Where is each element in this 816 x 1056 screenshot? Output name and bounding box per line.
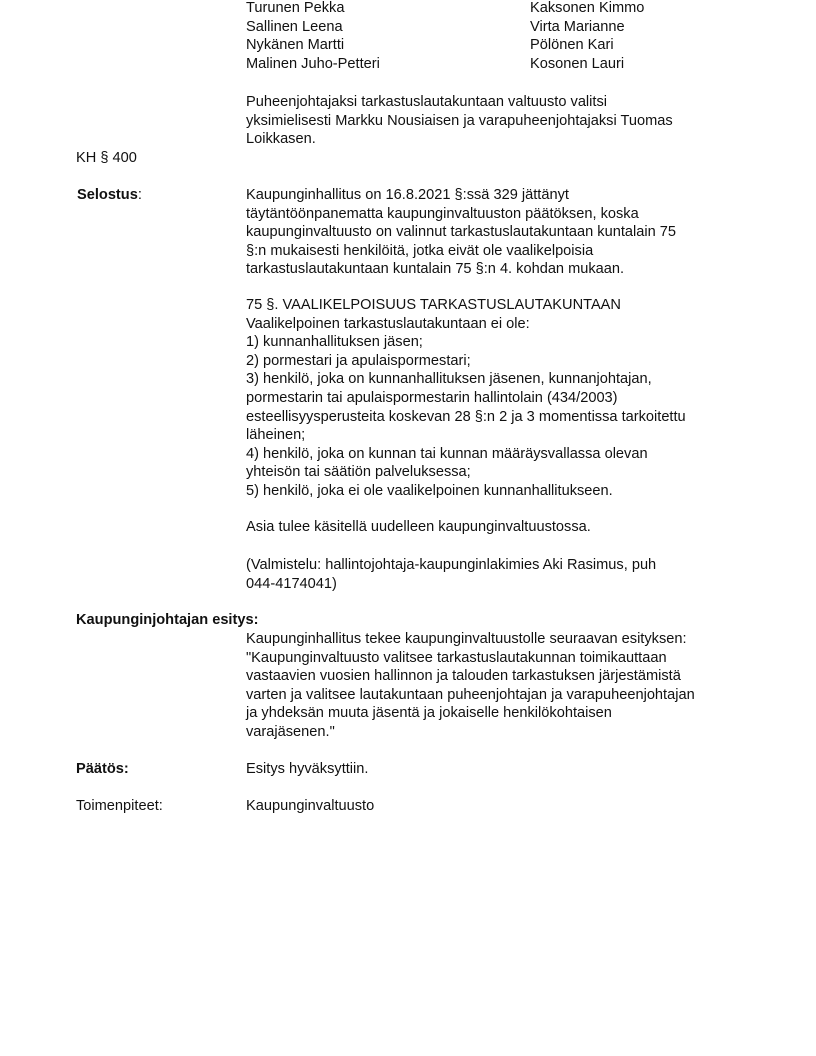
- preparer-note: (Valmistelu: hallintojohtaja-kaupunginlakimies Aki Rasimus, puh 044-4174041): [246, 557, 657, 592]
- chair-paragraph: Puheenjohtajaksi tarkastuslautakuntaan valtuusto valitsi yksimielisesti Markku Nousiaisen ja varapuheenjohtajaksi Tuomas Loikkasen.: [246, 94, 673, 148]
- member-name: Pölönen Kari: [530, 37, 614, 54]
- member-name: Malinen Juho-Petteri: [246, 55, 380, 72]
- paatos-label: Päätös:: [76, 761, 129, 777]
- member-name: Kaksonen Kimmo: [530, 0, 645, 16]
- member-name: Nykänen Martti: [246, 37, 345, 54]
- esitys-label: Kaupunginjohtajan esitys:: [76, 612, 259, 628]
- paatos-text: Esitys hyväksyttiin.: [246, 761, 369, 777]
- member-name: Sallinen Leena: [246, 18, 343, 35]
- kh-section-ref: KH § 400: [76, 150, 137, 166]
- toimenpiteet-text: Kaupunginvaltuusto: [246, 798, 375, 814]
- toimenpiteet-label: Toimenpiteet:: [76, 798, 163, 814]
- member-name: Turunen Pekka: [246, 0, 345, 16]
- selostus-label: Selostus:: [77, 187, 142, 203]
- esitys-paragraph: Kaupunginhallitus tekee kaupunginvaltuustolle seuraavan esityksen: "Kaupunginvaltuusto valitsee tarkastuslautakunnan toimikauttaan vastaavien vuosien hallinnon ja talouden tarkastuksen järjestämistä varten ja valitsee lautakuntaan puheenjohtajan ja varapuheenjohtajan ja yhdeksän muuta jäsentä ja jokaiselle henkilökohtaisen varajäsenen.": [246, 631, 695, 740]
- law-quote-paragraph: 75 §. VAALIKELPOISUUS TARKASTUSLAUTAKUNTAAN Vaalikelpoinen tarkastuslautakuntaan ei ole: 1) kunnanhallituksen jäsen; 2) pormestari ja apulaispormestari; 3) henkilö, joka on kunnanhallituksen jäsenen, kunnanjohtajan, pormestarin tai apulaispormestarin hallintolain (434/2003) esteellisyysperusteita koskevan 28 §:n 2 ja 3 momentissa tarkoitettu läheinen; 4) henkilö, joka on kunnan tai kunnan määräysvallassa olevan yhteisön tai säätiön palveluksessa; 5) henkilö, joka ei ole vaalikelpoinen kunnanhallitukseen.: [246, 297, 686, 499]
- member-list-left: [246, 0, 380, 73]
- member-name: Kosonen Lauri: [530, 55, 625, 72]
- selostus-paragraph-3: Asia tulee käsitellä uudelleen kaupunginvaltuustossa.: [246, 519, 591, 535]
- selostus-paragraph-1: Kaupunginhallitus on 16.8.2021 §:ssä 329 jättänyt täytäntöönpanematta kaupunginvaltuuston päätöksen, koska kaupunginvaltuusto on valinnut tarkastuslautakuntaan kuntalain 75 §:n mukaisesti henkilöitä, jotka eivät ole vaalikelpoisia tarkastuslautakuntaan kuntalain 75 §:n 4. kohdan mukaan.: [246, 187, 677, 278]
- member-list-right: [530, 0, 644, 73]
- member-name: Virta Marianne: [530, 18, 625, 35]
